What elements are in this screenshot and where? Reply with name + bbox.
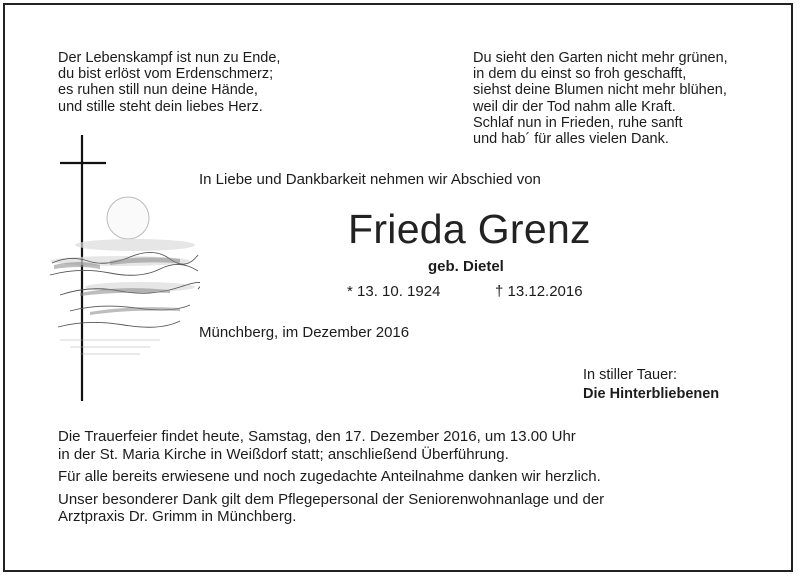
- special-thanks-line: Unser besonderer Dank gilt dem Pflegepersonal der Seniorenwohnanlage und der: [58, 490, 605, 508]
- mourners-signature: [583, 366, 719, 404]
- mourners-intro: In stiller Tauer:: [583, 367, 678, 383]
- poem-line: Du sieht den Garten nicht mehr grünen,: [473, 50, 728, 66]
- death-date: † 13.12.2016: [495, 283, 583, 300]
- funeral-info: [58, 428, 604, 463]
- birth-date: * 13. 10. 1924: [347, 283, 441, 300]
- water-lines: [60, 340, 160, 354]
- place-and-date: Münchberg, im Dezember 2016: [199, 324, 410, 341]
- poem-right: [473, 50, 728, 147]
- poem-line: und stille steht dein liebes Herz.: [58, 98, 263, 115]
- poem-line: siehst deine Blumen nicht mehr blühen,: [473, 82, 727, 99]
- cross-landscape-illustration: [40, 135, 200, 405]
- poem-left: [58, 50, 280, 115]
- poem-line: du bist erlöst vom Erdenschmerz;: [58, 66, 274, 83]
- poem-line: Schlaf nun in Frieden, ruhe sanft: [473, 114, 683, 131]
- special-thanks-line: Arztpraxis Dr. Grimm in Münchberg.: [58, 508, 297, 525]
- deceased-name: Frieda Grenz: [348, 206, 591, 252]
- poem-line: Der Lebenskampf ist nun zu Ende,: [58, 50, 281, 66]
- poem-line: es ruhen still nun deine Hände,: [58, 82, 258, 99]
- birth-name: geb. Dietel: [428, 258, 504, 275]
- notice-details: [58, 428, 604, 531]
- sun-icon: [107, 197, 149, 239]
- thanks-text: Für alle bereits erwiesene und noch zugedachte Anteilnahme danken wir herzlich.: [58, 468, 601, 485]
- mourners-name: Die Hinterbliebenen: [583, 386, 720, 402]
- poem-line: in dem du einst so froh geschafft,: [473, 66, 687, 83]
- poem-line: weil dir der Tod nahm alle Kraft.: [473, 98, 676, 115]
- thanks-line: [58, 468, 604, 486]
- funeral-info-line: in der St. Maria Kirche in Weißdorf statt; anschließend Überführung.: [58, 445, 509, 463]
- funeral-info-line: Die Trauerfeier findet heute, Samstag, den 17. Dezember 2016, um 13.00 Uhr: [58, 428, 576, 445]
- poem-line: und hab´ für alles vielen Dank.: [473, 131, 669, 148]
- farewell-intro: In Liebe und Dankbarkeit nehmen wir Abschied von: [199, 171, 541, 188]
- special-thanks: [58, 491, 604, 526]
